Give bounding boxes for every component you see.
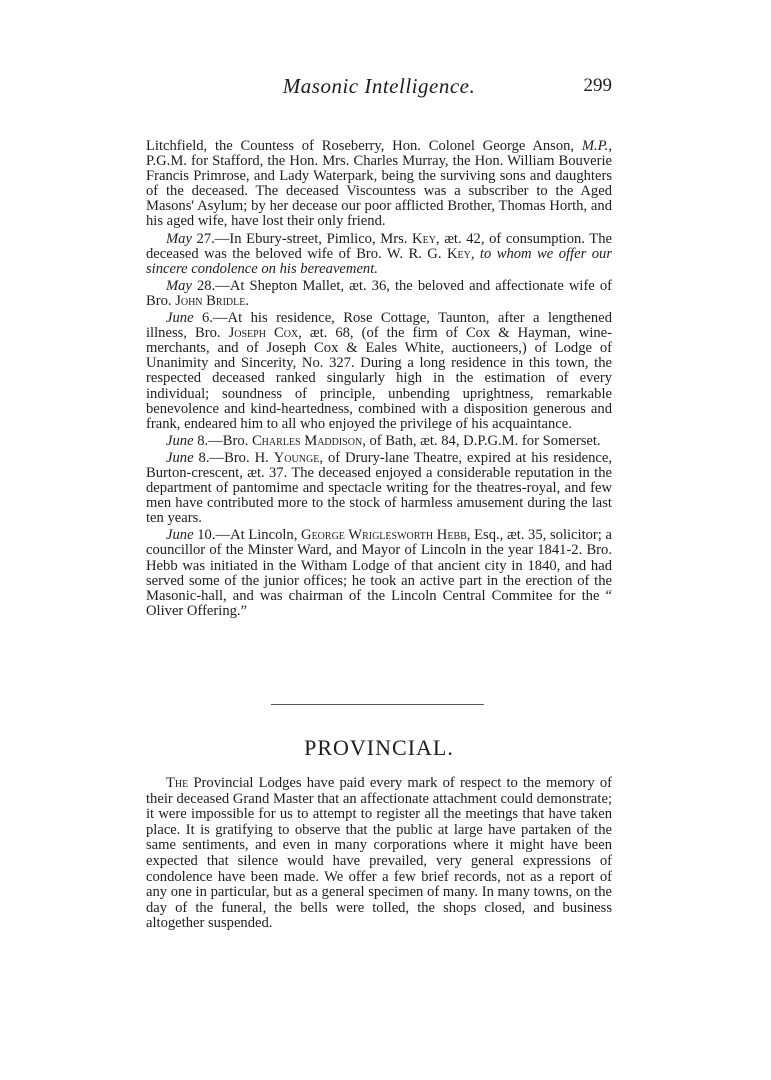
obituary-paragraph: June 6.—At his residence, Rose Cottage, Taunton, after a lengthened illness, Bro. Joseph Cox, æt. 68, (of the firm of Cox & Hayman, wine-merchants, and of Joseph Cox & Eales White, auctioneers,) of Lodge of Unanimity and Sincerity, No. 327. During a long residence in this town, the respected deceased ranked singularly high in the estimation of every individual; soundness of principle, unbending uprightness, remarkable benevolence and kind-heartedness, combined with a disposition generous and frank, endeared him to all who enjoyed the privilege of his acquaintance. (146, 310, 613, 432)
obituary-column (146, 139, 612, 621)
provincial-column (146, 776, 612, 934)
page-number: 299 (583, 75, 612, 96)
obituary-paragraph: May 28.—At Shepton Mallet, æt. 36, the beloved and affectionate wife of Bro. John Bridle. (146, 277, 612, 309)
section-title: PROVINCIAL. (304, 735, 454, 760)
running-title: Masonic Intelligence. (282, 74, 476, 98)
obituary-paragraph: June 8.—Bro. Charles Maddison, of Bath, æt. 84, D.P.G.M. for Somerset. (166, 432, 601, 449)
page-header (146, 74, 612, 114)
obituary-paragraph: May 27.—In Ebury-street, Pimlico, Mrs. Key, æt. 42, of consumption. The deceased was the beloved wife of Bro. W. R. G. Key, to whom we offer our sincere condolence on his bereavement. (146, 230, 612, 277)
obituary-paragraph-continued: Litchfield, the Countess of Roseberry, Hon. Colonel George Anson, M.P., P.G.M. for Stafford, the Hon. Mrs. Charles Murray, the Hon. William Bouverie Francis Primrose, and Lady Waterpark, being the surviving sons and daughters of the deceased. The deceased Viscountess was a subscriber to the Aged Masons' Asylum; by her decease our poor afflicted Brother, Thomas Horth, and his aged wife, have lost their only friend. (146, 138, 612, 230)
provincial-paragraph: The Provincial Lodges have paid every mark of respect to the memory of their deceased Grand Master that an affectionate attachment could demonstrate; it were impossible for us to attempt to register all the meetings that have taken place. It is gratifying to observe that the public at large have partaken of the same sentiments, and even in many corporations where it might have been expected that silence would have prevailed, very general expressions of condolence have been made. We offer a few brief records, not as a report of any one in particular, but as a general specimen of many. In many towns, on the day of the funeral, the bells were tolled, the shops closed, and business altogether suspended. (146, 775, 612, 932)
section-divider (271, 704, 484, 705)
obituary-paragraph: June 8.—Bro. H. Younge, of Drury-lane Theatre, expired at his residence, Burton-crescent, æt. 37. The deceased enjoyed a considerable reputation in the department of pantomime and spectacle writing for the theatres-royal, and few men have contributed more to the stock of harmless amusement during the last ten years. (146, 449, 612, 527)
obituary-paragraph: June 10.—At Lincoln, George Wriglesworth Hebb, Esq., æt. 35, solicitor; a councillor of the Minster Ward, and Mayor of Lincoln in the year 1841-2. Bro. Hebb was initiated in the Witham Lodge of that ancient city in 1840, and had served some of the junior offices; he took an active part in the erection of the Masonic-hall, and was chairman of the Lincoln Central Commitee for the “ Oliver Offering.” (146, 527, 612, 619)
